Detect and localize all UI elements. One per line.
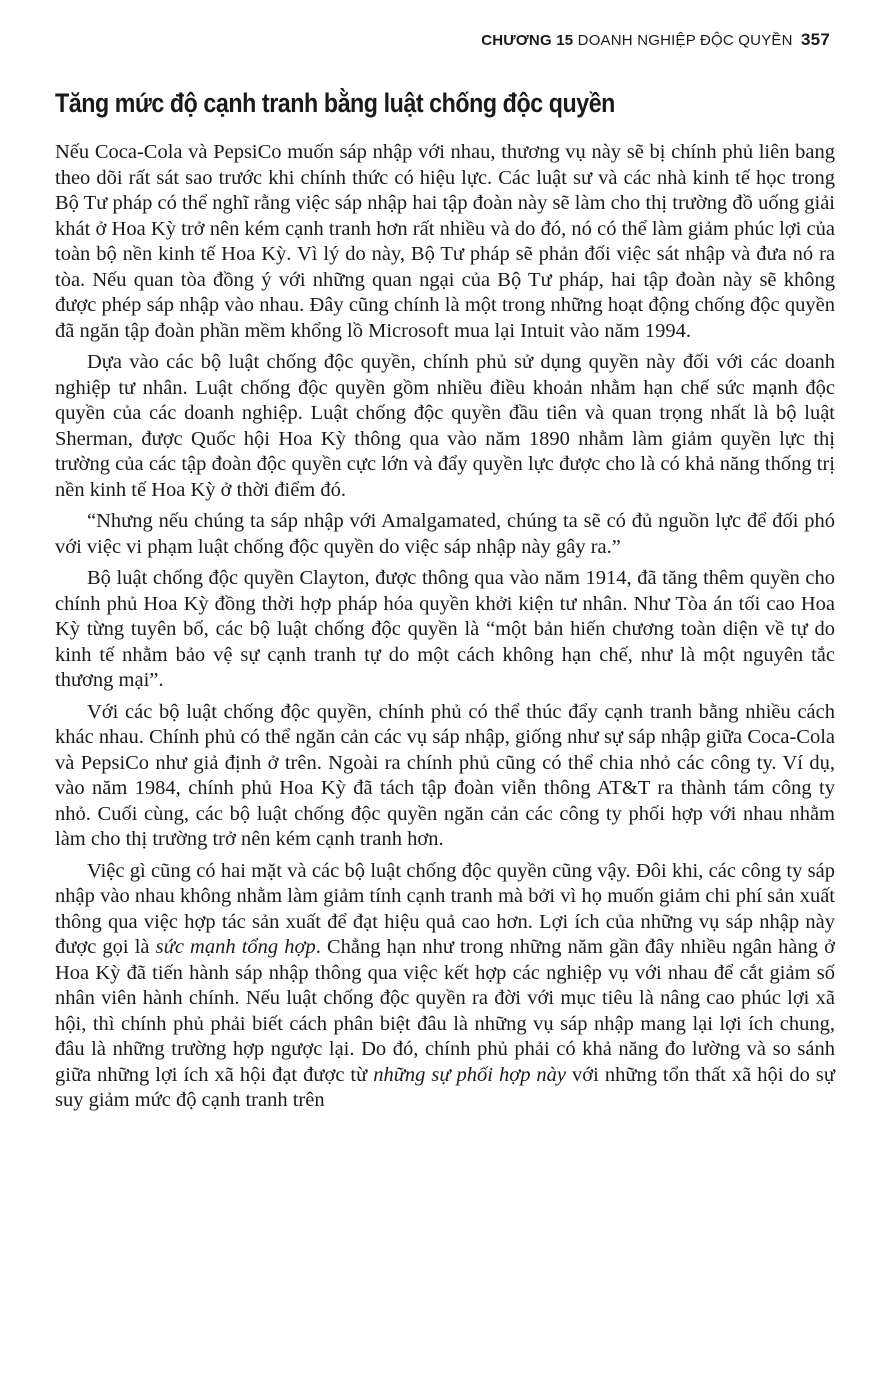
chapter-label: CHƯƠNG 15 [481,32,574,49]
paragraph-6-text-1: Việc gì cũng có hai mặt và các bộ luật chống độc quyền cũng vậy. Đôi khi, các công ty sáp nhập vào nhau không nhằm làm giảm tính cạnh tranh mà bởi vì họ muốn giảm chi phí sản xuất thông qua việc hợp tác sản xuất để đạt hiệu quả cao hơn. Lợi ích của những vụ sáp nhập này được gọi là [55,859,835,958]
term-synergy: sức mạnh tổng hợp [155,936,316,958]
body-text [55,140,835,1120]
paragraph-6-text-3: với những tổn thất xã hội do sự suy giảm mức độ cạnh tranh trên [55,1063,835,1111]
paragraph-5: Với các bộ luật chống độc quyền, chính phủ có thể thúc đẩy cạnh tranh bằng nhiều cách khác nhau. Chính phủ có thể ngăn cản các vụ sáp nhập, giống như sự sáp nhập giữa Coca-Cola và PepsiCo như giả định ở trên. Ngoài ra chính phủ cũng có thể chia nhỏ các công ty. Ví dụ, vào năm 1984, chính phủ Hoa Kỳ đã tách tập đoàn viễn thông AT&T ra thành tám công ty nhỏ. Cuối cùng, các bộ luật chống độc quyền ngăn cản các công ty phối hợp với nhau nhằm làm cho thị trường trở nên kém cạnh tranh hơn. [55,700,835,850]
paragraph-6-text-2: . Chẳng hạn như trong những năm gần đây nhiều ngân hàng ở Hoa Kỳ đã tiến hành sáp nhập thông qua việc kết hợp các nghiệp vụ với nhau để cắt giảm số nhân viên hành chính. Nếu luật chống độc quyền ra đời với mục tiêu là nâng cao phúc lợi xã hội, thì chính phủ phải biết cách phân biệt đâu là những vụ sáp nhập mang lại lợi ích chung, đâu là những trường hợp ngược lại. Do đó, chính phủ phải có khả năng đo lường và so sánh giữa những lợi ích xã hội đạt được từ [55,936,835,1086]
chapter-title: DOANH NGHIỆP ĐỘC QUYỀN [577,32,793,49]
paragraph-2: Dựa vào các bộ luật chống độc quyền, chính phủ sử dụng quyền này đối với các doanh nghiệp tư nhân. Luật chống độc quyền gồm nhiều điều khoản nhằm hạn chế sức mạnh độc quyền của các doanh nghiệp. Luật chống độc quyền đầu tiên và quan trọng nhất là bộ luật Sherman, được Quốc hội Hoa Kỳ thông qua vào năm 1890 nhằm làm giảm quyền lực thị trường của các tập đoàn độc quyền cực lớn và đẩy quyền lực được cho là có khả năng thống trị nền kinh tế Hoa Kỳ ở thời điểm đó. [55,351,835,501]
term-coordination: những sự phối hợp này [373,1063,567,1086]
paragraph-4: Bộ luật chống độc quyền Clayton, được thông qua vào năm 1914, đã tăng thêm quyền cho chính phủ Hoa Kỳ đồng thời hợp pháp hóa quyền khởi kiện tư nhân. Như Tòa án tối cao Hoa Kỳ từng tuyên bố, các bộ luật chống độc quyền là “một bản hiến chương toàn diện về tự do kinh tế nhằm bảo vệ sự cạnh tranh tự do một cách không hạn chế, như là một nguyên tắc thương mại”. [55,567,835,691]
paragraph-1: Nếu Coca-Cola và PepsiCo muốn sáp nhập với nhau, thương vụ này sẽ bị chính phủ liên bang theo dõi rất sát sao trước khi chính thức có hiệu lực. Các luật sư và các nhà kinh tế học trong Bộ Tư pháp có thể nghĩ rằng việc sáp nhập hai tập đoàn này sẽ làm cho thị trường đồ uống giải khát ở Hoa Kỳ trở nên kém cạnh tranh hơn rất nhiều và do đó, nó có thể làm giảm phúc lợi của toàn bộ nền kinh tế Hoa Kỳ. Vì lý do này, Bộ Tư pháp sẽ phản đối việc sát nhập và đưa nó ra tòa. Nếu quan tòa đồng ý với những quan ngại của Bộ Tư pháp, hai tập đoàn này sẽ không được phép sáp nhập vào nhau. Đây cũng chính là một trong những hoạt động chống độc quyền đã ngăn tập đoàn phần mềm khổng lồ Microsoft mua lại Intuit vào năm 1994. [55,141,835,342]
paragraph-3-quote: “Nhưng nếu chúng ta sáp nhập với Amalgamated, chúng ta sẽ có đủ nguồn lực để đối phó với việc vi phạm luật chống độc quyền do việc sáp nhập này gây ra.” [55,510,835,558]
section-title: Tăng mức độ cạnh tranh bằng luật chống độc quyền [55,88,615,118]
running-header [481,30,830,50]
page-number: 357 [801,30,830,49]
paragraph-6 [55,859,835,1114]
